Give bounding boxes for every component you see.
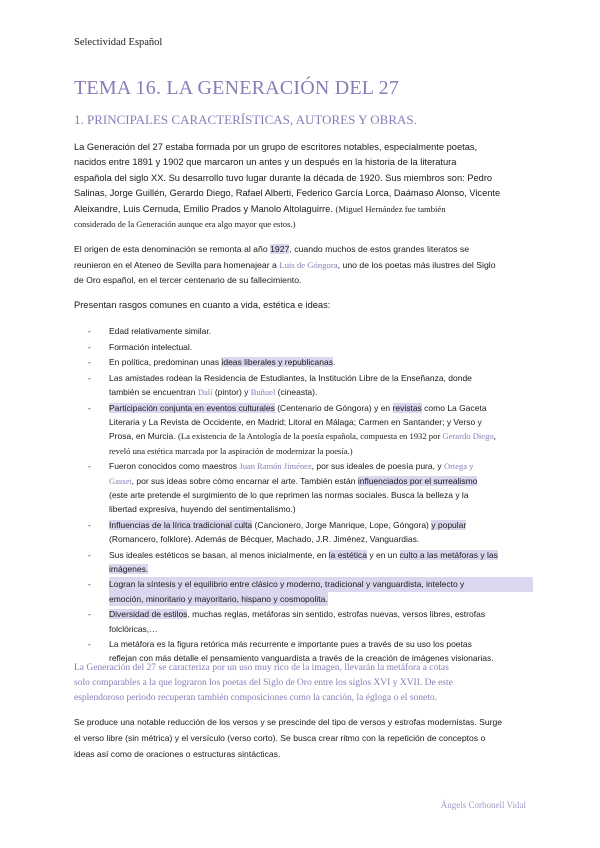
text-line: solo comparables a la que lograron los poetas del Siglo de Oro entre los siglos XVI y XVII. De este xyxy=(74,678,453,688)
text-line: ideas así como de oraciones o estructuras sintácticas. xyxy=(74,749,281,759)
link-bunuel[interactable]: Buñuel xyxy=(250,387,276,398)
highlight-text: imágenes. xyxy=(109,563,149,574)
text-line: Salinas, Jorge Guillén, Gerardo Diego, Rafael Alberti, Federico García Lorca, Daámaso Alonso, Vicente xyxy=(74,188,501,199)
page-title: TEMA 16. LA GENERACIÓN DEL 27 xyxy=(74,77,400,99)
imagery-paragraph xyxy=(74,661,530,706)
list-item: - Edad relativamente similar. xyxy=(88,326,212,336)
text-line: el verso libre (sin métrica) y el versículo (verso corto). Se busca crear ritmo con la repetición de conceptos o xyxy=(74,733,486,743)
list-item: - En política, predominan unas ideas liberales y republicanas. xyxy=(88,357,336,368)
text-line: española del siglo XX. Su desarrollo tuvo lugar durante la década de 1920. Sus miembros son: Pedro xyxy=(74,172,493,183)
note-text: (Miguel Hernández fue también xyxy=(335,203,446,214)
highlight-text: Influencias de la lírica tradicional culta xyxy=(109,519,253,530)
text-line: La Generación del 27 estaba formada por un grupo de escritores notables, especialmente poetas, xyxy=(74,142,478,152)
text-line: La Generación del 27 se caracteriza por un uso muy rico de la imagen, llevarán la metáfora a cotas xyxy=(74,663,449,673)
list-item: - Diversidad de estilos, muchas reglas, metáforas sin sentido, estrofas nuevas, versos libres, estrofas folclóricas,… xyxy=(88,609,486,634)
list-item: - Formación intelectual. xyxy=(88,341,193,352)
text-line: nacidos entre 1891 y 1902 que marcaron un antes y un después en la historia de la literatura xyxy=(74,157,457,168)
text-line: de Oro español, en el tercer centenario de su fallecimiento. xyxy=(74,275,302,286)
highlight-text: revistas xyxy=(392,403,422,414)
features-list xyxy=(88,324,533,667)
text-line: Aleixandre, Luis Cernuda, Emilio Prados y Manolo Altolaguirre. (Miguel Hernández fue también xyxy=(74,203,446,214)
list-item: - Las amistades rodean la Residencia de Estudiantes, la Institución Libre de la Enseñanza, donde también se encuentran Dalí (pintor) y Buñuel (cineasta). xyxy=(88,373,472,398)
link-gerardo-diego[interactable]: Gerardo Diego xyxy=(442,431,494,442)
origin-paragraph xyxy=(74,242,528,289)
list-item: - Fueron conocidos como maestros Juan Ramón Jiménez, por sus ideales de poesía pura, y Ortega y Gasset, por sus ideas sobre cómo encarnar el arte. También están influenciados por el surrealismo (este arte pretende el surgimiento de lo que reprimen las normas sociales. Busca la belleza y la libertad expresiva, huyendo del sentimentalismo.) xyxy=(88,461,478,514)
text-line: Presentan rasgos comunes en cuanto a vida, estética e ideas: xyxy=(74,300,331,310)
highlight-text: culto a las metáforas y las xyxy=(399,549,498,560)
list-item: - La metáfora es la figura retórica más recurrente e importante pues a través de su uso los poetas reflejan con más detalle el pensamiento vanguardista a través de la creación de imágenes visionarias. xyxy=(88,639,494,664)
link-gasset[interactable]: Gasset xyxy=(109,475,132,486)
page-footer-author: Ángels Corbonell Vidal xyxy=(440,800,526,810)
text-line: Se produce una notable reducción de los versos y se prescinde del tipo de versos y estrofas modernistas. Surge xyxy=(74,717,503,727)
link-juan-ramon[interactable]: Juan Ramón Jiménez xyxy=(239,461,312,472)
verse-paragraph xyxy=(74,714,530,762)
list-item: - Sus ideales estéticos se basan, al menos inicialmente, en la estética y en un culto a las metáforas y las imágenes. xyxy=(88,549,498,574)
features-intro xyxy=(74,298,528,313)
highlight-text: Participación conjunta en eventos culturales xyxy=(109,403,275,414)
list-item: - Participación conjunta en eventos culturales (Centenario de Góngora) y en revistas como La Gaceta Literaria y La Revista de Occidente, en Madrid; Litoral en Málaga; Carmen en Santander; y Verso y Prosa, en Murcia. (La existencia de la Antología de la poesía española, compuesta en 1932 por Gerardo Diego, reveló una estética marcada por la aspiración de modernizar la poesía.) xyxy=(88,403,496,456)
text-line: esplendoroso periodo recuperan también composiciones como la canción, la égloga o el soneto. xyxy=(74,693,437,703)
intro-paragraph xyxy=(74,140,528,232)
highlight-text: y popular xyxy=(431,519,467,530)
highlight-text: la estética xyxy=(328,549,367,560)
highlight-year: 1927 xyxy=(270,244,290,254)
page-header: Selectividad Español xyxy=(74,37,163,48)
text-line: El origen de esta denominación se remonta al año 1927, cuando muchos de estos grandes literatos se xyxy=(74,244,470,254)
text-line: considerado de la Generación aunque era algo mayor que estos.) xyxy=(74,219,296,230)
list-item: - Influencias de la lírica tradicional culta (Cancionero, Jorge Manrique, Lope, Góngora) y popular (Romancero, folklore). Además de Bécquer, Machado, J.R. Jiménez, Vanguardias. xyxy=(88,519,467,544)
link-dali[interactable]: Dalí xyxy=(197,387,213,398)
list-item-highlighted: - Logran la síntesis y el equilibrio entre clásico y moderno, tradicional y vanguardista, intelecto y emoción, minoritario y mayoritario, hispano y cosmopolita. xyxy=(88,577,533,605)
highlight-text: Diversidad de estilos xyxy=(109,609,188,620)
link-gongora[interactable]: Luis de Góngora xyxy=(279,259,338,270)
highlight-text: influenciados por el surrealismo xyxy=(357,475,478,486)
highlight-text: ideas liberales y republicanas xyxy=(221,357,333,368)
link-ortega[interactable]: Ortega y xyxy=(443,461,474,472)
section-subtitle: 1. PRINCIPALES CARACTERÍSTICAS, AUTORES Y OBRAS. xyxy=(74,112,417,127)
text-line: reunieron en el Ateneo de Sevilla para homenajear a Luis de Góngora, uno de los poetas más ilustres del Siglo xyxy=(74,259,496,270)
